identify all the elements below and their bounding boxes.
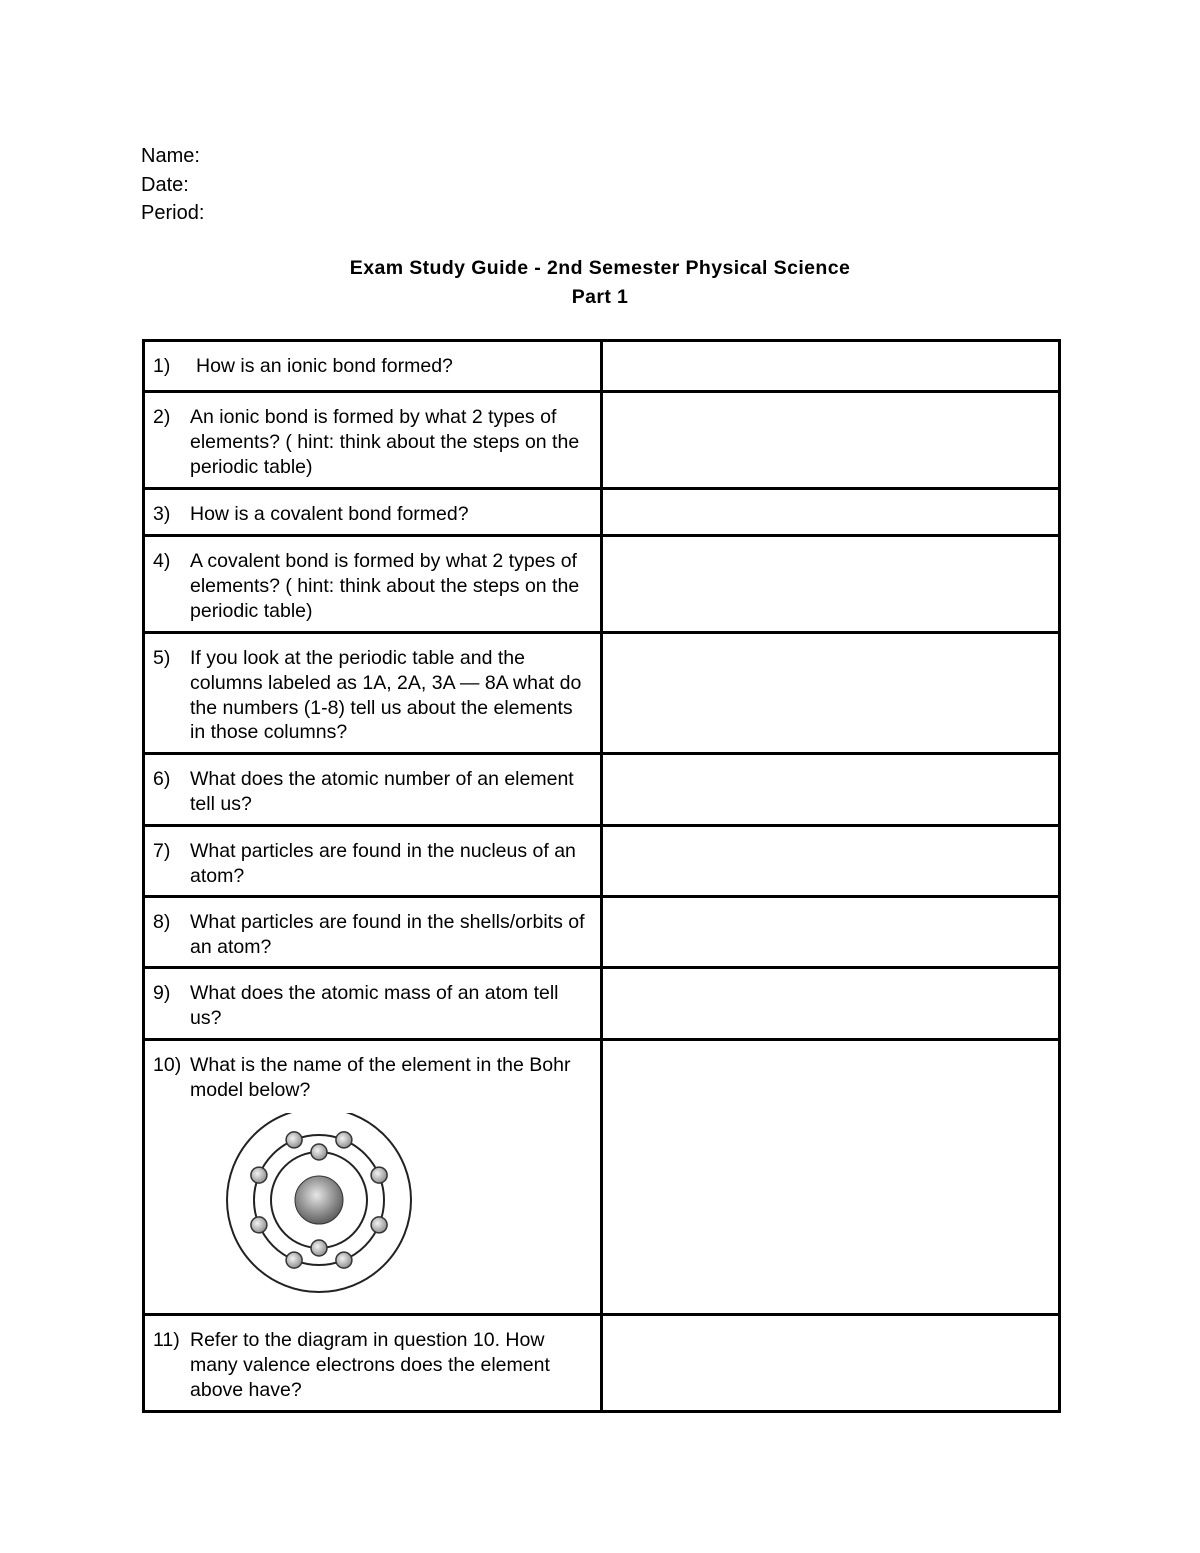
question-text: How is an ionic bond formed? [196, 355, 453, 377]
question-number: 11) [153, 1329, 180, 1351]
question-text: A covalent bond is formed by what 2 types of elements? ( hint: think about the steps on the periodic table) [190, 550, 580, 622]
nucleus [295, 1176, 343, 1224]
period-label: Period: [141, 202, 205, 224]
question-number: 6) [153, 768, 171, 790]
bohr-model-diagram [219, 1113, 419, 1303]
answer-cell[interactable] [602, 1315, 1060, 1412]
question-text: An ionic bond is formed by what 2 types of elements? ( hint: think about the steps on the periodic table) [190, 406, 580, 478]
question-number: 7) [153, 840, 171, 862]
question-text: Refer to the diagram in question 10. How many valence electrons does the element above have? [190, 1329, 550, 1401]
table-row [144, 754, 1060, 826]
question-cell [144, 1315, 602, 1412]
question-text: What particles are found in the shells/orbits of an atom? [190, 911, 585, 958]
document-subtitle: Part 1 [571, 286, 629, 308]
electron [251, 1167, 267, 1183]
answer-cell[interactable] [602, 633, 1060, 754]
question-number: 2) [153, 406, 171, 428]
question-cell [144, 536, 602, 633]
answer-cell[interactable] [602, 489, 1060, 536]
answer-cell[interactable] [602, 536, 1060, 633]
electron [336, 1131, 352, 1147]
question-cell [144, 897, 602, 968]
table-row [144, 536, 1060, 633]
question-cell [144, 754, 602, 826]
electron [286, 1131, 302, 1147]
table-row [144, 826, 1060, 897]
question-text: If you look at the periodic table and the columns labeled as 1A, 2A, 3A — 8A what do the numbers (1-8) tell us about the elements in those columns? [190, 647, 582, 744]
electron [251, 1216, 267, 1232]
question-cell [144, 826, 602, 897]
question-number: 4) [153, 550, 171, 572]
answer-cell[interactable] [602, 1040, 1060, 1315]
question-table [142, 339, 1061, 1413]
answer-cell[interactable] [602, 968, 1060, 1040]
answer-cell[interactable] [602, 392, 1060, 489]
table-row [144, 1040, 1060, 1315]
question-text: What does the atomic number of an element tell us? [190, 768, 574, 815]
table-row [144, 897, 1060, 968]
student-info [141, 142, 204, 228]
electron [371, 1216, 387, 1232]
question-cell [144, 968, 602, 1040]
table-row [144, 341, 1060, 392]
answer-cell[interactable] [602, 754, 1060, 826]
question-number: 1) [153, 355, 171, 377]
question-number: 5) [153, 647, 171, 669]
electron [371, 1167, 387, 1183]
electron [311, 1240, 327, 1256]
table-row [144, 968, 1060, 1040]
answer-cell[interactable] [602, 897, 1060, 968]
question-text: What does the atomic mass of an atom tell us? [190, 982, 559, 1029]
answer-cell[interactable] [602, 826, 1060, 897]
question-number: 8) [153, 911, 171, 933]
table-row [144, 392, 1060, 489]
electron [286, 1252, 302, 1268]
electron [311, 1144, 327, 1160]
question-number: 3) [153, 503, 171, 525]
question-text: What particles are found in the nucleus of an atom? [190, 840, 576, 887]
table-row [144, 633, 1060, 754]
question-text: What is the name of the element in the Bohr model below? [190, 1054, 571, 1101]
question-cell [144, 392, 602, 489]
question-cell [144, 341, 602, 392]
table-row [144, 1315, 1060, 1412]
date-label: Date: [141, 173, 189, 196]
question-number: 9) [153, 982, 171, 1004]
question-text: How is a covalent bond formed? [190, 503, 469, 525]
question-cell [144, 1040, 602, 1315]
document-title: Exam Study Guide - 2nd Semester Physical Science [349, 257, 851, 279]
answer-cell[interactable] [602, 341, 1060, 392]
name-label: Name: [141, 145, 200, 167]
question-cell [144, 633, 602, 754]
electron [336, 1252, 352, 1268]
table-row [144, 489, 1060, 536]
question-cell [144, 489, 602, 536]
question-number: 10) [153, 1054, 182, 1076]
